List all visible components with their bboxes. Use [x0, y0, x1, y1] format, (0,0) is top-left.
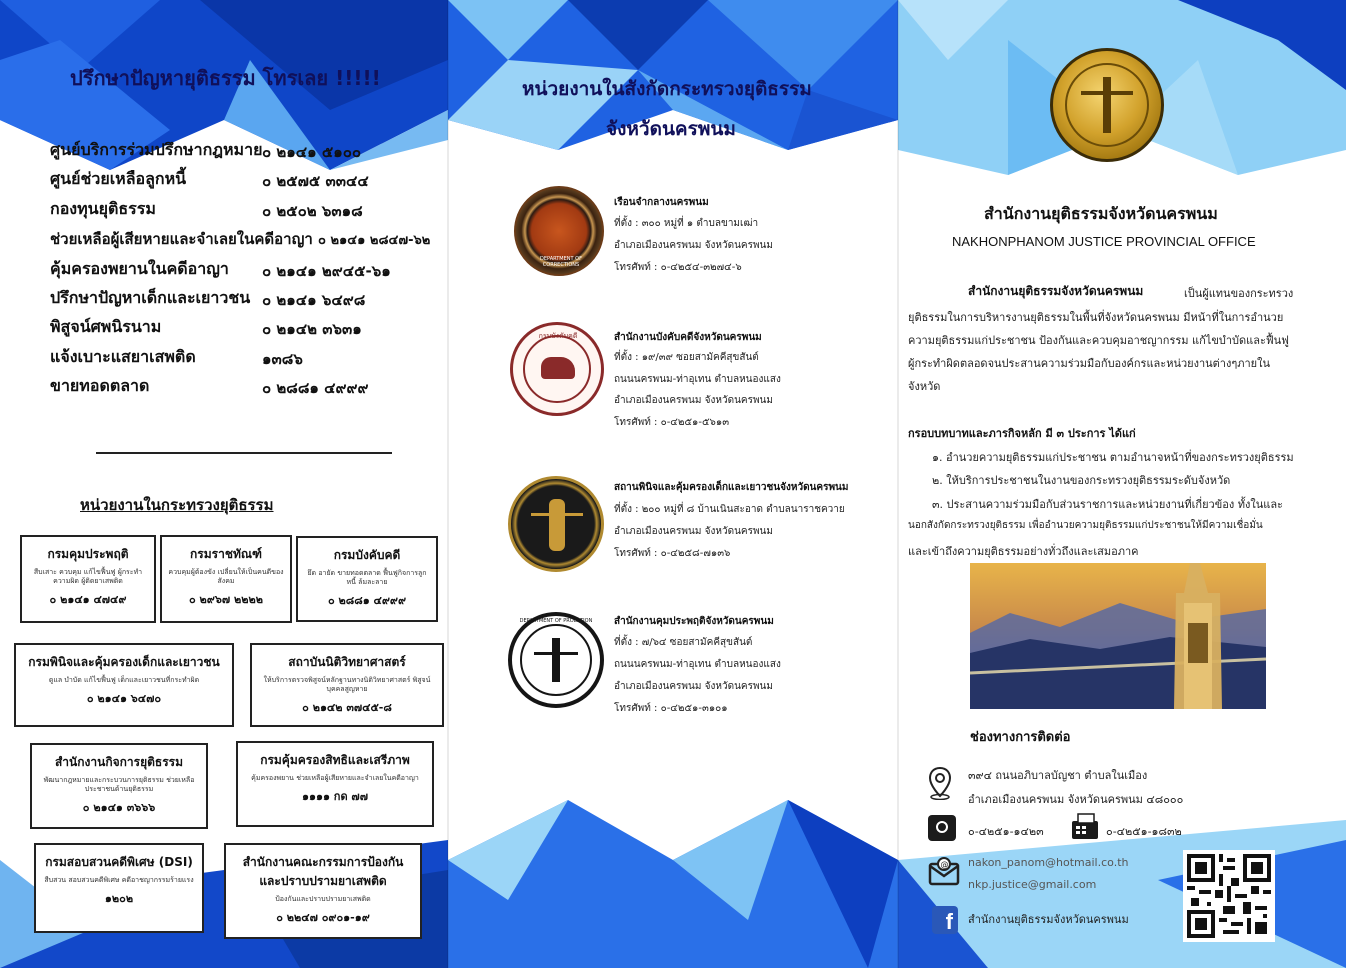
contact-email-1[interactable]: nakon_panom@hotmail.co.th: [968, 856, 1129, 869]
bridge-photo: [970, 563, 1266, 709]
fax-shape: [1070, 813, 1100, 841]
juvenile-observation-seal-icon: [508, 476, 604, 572]
hotline-number: ๐ ๒๑๔๑ ๖๔๙๘: [262, 291, 366, 309]
mission-item: ๒. ให้บริการประชาชนในงานของกระทรวงยุติธรรมระดับจังหวัด: [932, 474, 1231, 487]
unit-address: ถนนนครพนม-ท่าอุเทน ตำบลหนองแสง: [614, 659, 781, 670]
org-name: กรมพินิจและคุ้มครองเด็กและเยาวชน: [28, 655, 220, 669]
contact-address-line2: อำเภอเมืองนครพนม จังหวัดนครพนม ๔๘๐๐๐: [968, 793, 1184, 806]
contact-facebook[interactable]: สำนักงานยุติธรรมจังหวัดนครพนม: [968, 913, 1129, 926]
left-panel: [0, 0, 448, 968]
org-name: สำนักงานคณะกรรมการป้องกันและปราบปรามยาเสพติด: [242, 855, 404, 888]
middle-title-line2: จังหวัดนครพนม: [606, 118, 736, 140]
hotline-number: ๐ ๒๘๘๑ ๔๙๙๙: [262, 379, 369, 397]
ministry-units-title: หน่วยงานในกระทรวงยุติธรรม: [80, 496, 274, 514]
org-phone: ๐ ๒๑๔๒ ๓๗๔๕-๘: [302, 701, 392, 714]
org-box: [236, 741, 434, 827]
hotline-label: กองทุนยุติธรรม: [50, 199, 156, 218]
bridge-photo-illustration: [970, 563, 1266, 709]
unit-address: อำเภอเมืองนครพนม จังหวัดนครพนม: [614, 526, 773, 537]
unit-address: ที่ตั้ง : ๓๐๐ หมู่ที่ ๑ ตำบลขามเฒ่า: [614, 218, 759, 229]
location-pin-icon: [928, 766, 952, 800]
unit-address: ถนนนครพนม-ท่าอุเทน ตำบลหนองแสง: [614, 374, 781, 385]
legal-execution-seal-icon: [510, 322, 604, 416]
scales-icon: [1103, 77, 1111, 133]
office-name-th: สำนักงานยุติธรรมจังหวัดนครพนม: [984, 204, 1218, 223]
org-name: สำนักงานกิจการยุติธรรม: [54, 755, 184, 769]
legal-execution-seal-caption: กรมบังคับคดี: [538, 332, 578, 340]
org-description: ยึด อายัด ขายทอดตลาด ฟื้นฟูกิจการลูกหนี้ ล้มละลาย: [307, 569, 427, 586]
org-name: กรมคุมประพฤติ: [47, 547, 129, 561]
hotline-title: ปรึกษาปัญหายุติธรรม โทรเลย !!!!!: [70, 66, 381, 90]
hotline-label: ปรึกษาปัญหาเด็กและเยาวชน: [50, 288, 251, 307]
org-name: กรมสอบสวนคดีพิเศษ (DSI): [45, 855, 193, 869]
org-phone: ๐ ๒๒๔๗ ๐๙๐๑-๑๙: [276, 911, 370, 924]
ministry-seal-icon: [1050, 48, 1164, 162]
qr-code-pattern: [1187, 854, 1271, 938]
org-phone: ๐ ๒๑๔๑ ๓๖๖๖: [82, 801, 156, 814]
intro-line: เป็นผู้แทนของกระทรวง: [1184, 287, 1294, 300]
svg-text:@: @: [940, 860, 949, 869]
org-phone: ๑๒๐๒: [104, 892, 134, 905]
probation-seal-caption: DEPARTMENT OF PROBATION: [519, 618, 593, 624]
org-phone: ๐ ๒๑๔๑ ๖๔๗๐: [86, 692, 162, 705]
org-description: พัฒนากฎหมายและกระบวนการยุติธรรม ช่วยเหลือประชาชนด้านยุติธรรม: [43, 776, 195, 793]
org-description: คุ้มครองพยาน ช่วยเหลือผู้เสียหายและจำเลยในคดีอาญา: [251, 774, 419, 782]
org-description: สืบเสาะ ควบคุม แก้ไขฟื้นฟู ผู้กระทำความผิด ผู้ติดยาเสพติด: [33, 568, 143, 585]
mission-item: นอกสังกัดกระทรวงยุติธรรม เพื่ออำนวยความยุติธรรมแก่ประชาชนให้มีความเชื่อมั่น: [908, 520, 1263, 531]
org-name: กรมคุ้มครองสิทธิและเสรีภาพ: [260, 753, 410, 767]
org-box: [20, 535, 156, 623]
unit-address: อำเภอเมืองนครพนม จังหวัดนครพนม: [614, 395, 773, 406]
email-icon: [928, 856, 960, 888]
middle-panel: [448, 0, 898, 968]
org-box: [250, 643, 444, 727]
hotline-label: คุ้มครองพยานในคดีอาญา: [50, 259, 229, 278]
facebook-icon: f: [932, 906, 958, 934]
scales-beam: [534, 652, 578, 655]
hotline-label: แจ้งเบาะแสยาเสพติด: [50, 347, 196, 366]
org-box: [296, 536, 438, 622]
unit-address: ที่ตั้ง : ๑๙/๓๙ ซอยสามัคคีสุขสันต์: [614, 352, 759, 363]
contact-email-2[interactable]: nkp.justice@gmail.com: [968, 878, 1097, 891]
scales-beam: [1081, 91, 1133, 95]
fax-icon: [1070, 813, 1100, 841]
scales-beam: [531, 513, 583, 516]
hotline-label: ศูนย์บริการร่วมปรึกษากฎหมาย: [50, 140, 263, 159]
org-box: [34, 843, 204, 933]
corrections-seal-caption: DEPARTMENT OF CORRECTIONS: [540, 256, 582, 268]
unit-phone: โทรศัพท์ : ๐-๔๒๕๑-๕๖๑๓: [614, 417, 730, 428]
middle-title-line1: หน่วยงานในสังกัดกระทรวงยุติธรรม: [522, 78, 812, 100]
mission-item: ๑. อำนวยความยุติธรรมแก่ประชาชน ตามอำนาจหน้าที่ของกระทรวงยุติธรรม: [932, 451, 1294, 464]
corrections-seal-icon: [514, 186, 604, 276]
unit-address: ที่ตั้ง : ๒๐๐ หมู่ที่ ๘ บ้านเนินสะอาด ตำบลนาราชควาย: [614, 504, 845, 515]
org-phone: ๐ ๒๙๖๗ ๒๒๒๒: [189, 593, 263, 606]
intro-line: ยุติธรรมในการบริหารงานยุติธรรมในพื้นที่จังหวัดนครพนม มีหน้าที่ในการอำนวย: [908, 311, 1284, 324]
org-description: ให้บริการตรวจพิสูจน์หลักฐานทางนิติวิทยาศาสตร์ พิสูจน์บุคคลสูญหาย: [263, 676, 431, 693]
contact-phone: ๐-๔๒๕๑-๑๔๒๓: [968, 825, 1044, 838]
location-pin-shape: [928, 766, 952, 800]
org-phone: ๐ ๒๘๘๑ ๔๙๙๙: [327, 594, 407, 607]
scales-icon: [549, 499, 565, 551]
hotline-number: ๐ ๒๑๔๑ ๕๑๐๐: [262, 143, 362, 161]
unit-address: อำเภอเมืองนครพนม จังหวัดนครพนม: [614, 681, 773, 692]
hotline-number: ๐ ๒๑๔๒ ๓๖๓๑: [262, 320, 362, 338]
unit-name: สำนักงานบังคับคดีจังหวัดนครพนม: [614, 332, 762, 343]
org-description: สืบสวน สอบสวนคดีพิเศษ คดีอาชญากรรมร้ายแรง: [44, 876, 194, 884]
unit-name: สำนักงานคุมประพฤติจังหวัดนครพนม: [614, 616, 774, 627]
hotline-label: ศูนย์ช่วยเหลือลูกหนี้: [50, 169, 187, 188]
scales-icon: [552, 638, 560, 682]
org-phone: ๑๑๑๑ กด ๗๗: [302, 790, 368, 803]
org-box: [160, 535, 292, 623]
hotline-number: ๑๓๘๖: [262, 350, 303, 368]
unit-name: สถานพินิจและคุ้มครองเด็กและเยาวชนจังหวัดนครพนม: [614, 482, 849, 493]
probation-seal-icon: [508, 612, 604, 708]
contact-fax: ๐-๔๒๕๑-๑๘๓๒: [1106, 825, 1182, 838]
phone-icon: [928, 815, 956, 841]
hotline-label: พิสูจน์ศพนิรนาม: [50, 317, 162, 336]
unit-phone: โทรศัพท์ : ๐-๔๒๕๔-๓๒๗๔-๖: [614, 262, 742, 273]
org-box: [30, 743, 208, 829]
org-description: ควบคุมผู้ต้องขัง เปลี่ยนให้เป็นคนดีของสังคม: [168, 568, 284, 585]
org-box: [14, 643, 234, 727]
hotline-number: ๐ ๒๕๗๕ ๓๓๔๔: [262, 172, 369, 190]
hotline-label: ช่วยเหลือผู้เสียหายและจำเลยในคดีอาญา: [50, 230, 313, 248]
section-divider: [96, 452, 392, 454]
org-name: กรมราชทัณฑ์: [190, 547, 262, 561]
org-name: กรมบังคับคดี: [333, 548, 401, 562]
contact-address-line1: ๓๙๔ ถนนอภิบาลบัญชา ตำบลในเมือง: [968, 769, 1148, 782]
mission-item: และเข้าถึงความยุติธรรมอย่างทั่วถึงและเสมอภาค: [908, 545, 1139, 558]
hotline-number: ๐ ๒๕๐๒ ๖๓๑๘: [262, 202, 363, 220]
intro-line: ผู้กระทำผิดตลอดจนประสานความร่วมมือกับองค์กรและหน่วยงานต่างๆภายใน: [908, 357, 1271, 370]
org-description: ป้องกันและปราบปรามยาเสพติด: [275, 895, 371, 903]
org-box: [224, 843, 422, 939]
contact-title: ช่องทางการติดต่อ: [970, 730, 1071, 745]
office-name-en: NAKHONPHANOM JUSTICE PROVINCIAL OFFICE: [952, 234, 1256, 249]
org-name: สถาบันนิติวิทยาศาสตร์: [288, 655, 406, 669]
unit-address: อำเภอเมืองนครพนม จังหวัดนครพนม: [614, 240, 773, 251]
unit-phone: โทรศัพท์ : ๐-๔๒๕๘-๗๑๓๖: [614, 548, 731, 559]
qr-code[interactable]: [1183, 850, 1275, 942]
phone-icon-dial: [936, 821, 948, 833]
email-shape: [928, 856, 960, 888]
org-description: ดูแล บำบัด แก้ไขฟื้นฟู เด็กและเยาวชนที่กระทำผิด: [48, 676, 200, 684]
mission-title: กรอบบทบาทและภารกิจหลัก มี ๓ ประการ ได้แก่: [908, 427, 1136, 440]
hotline-number: ๐ ๒๑๔๑ ๒๙๔๕-๖๑: [262, 262, 391, 280]
intro-bold: สำนักงานยุติธรรมจังหวัดนครพนม: [968, 284, 1144, 298]
hotline-label: ขายทอดตลาด: [50, 376, 150, 395]
mission-item: ๓. ประสานความร่วมมือกับส่วนราชการและหน่วยงานที่เกี่ยวข้อง ทั้งในและ: [932, 498, 1283, 511]
fold-line-right: [897, 0, 899, 968]
intro-line: จังหวัด: [908, 380, 941, 393]
unit-name: เรือนจำกลางนครพนม: [614, 197, 709, 208]
elephant-icon: [541, 357, 575, 379]
intro-line: ความยุติธรรมแก่ประชาชน ป้องกันและควบคุมอาชญากรรม แก้ไขบำบัดและฟื้นฟู: [908, 334, 1289, 347]
unit-address: ที่ตั้ง : ๗/๖๔ ซอยสามัคคีสุขสันต์: [614, 637, 753, 648]
fold-line-left: [447, 0, 449, 968]
unit-phone: โทรศัพท์ : ๐-๔๒๕๑-๓๑๐๑: [614, 703, 728, 714]
org-phone: ๐ ๒๑๔๑ ๔๗๔๙: [49, 593, 127, 606]
right-panel: [898, 0, 1346, 968]
hotline-number: ๐ ๒๑๔๑ ๒๘๔๗-๖๒: [318, 233, 431, 248]
